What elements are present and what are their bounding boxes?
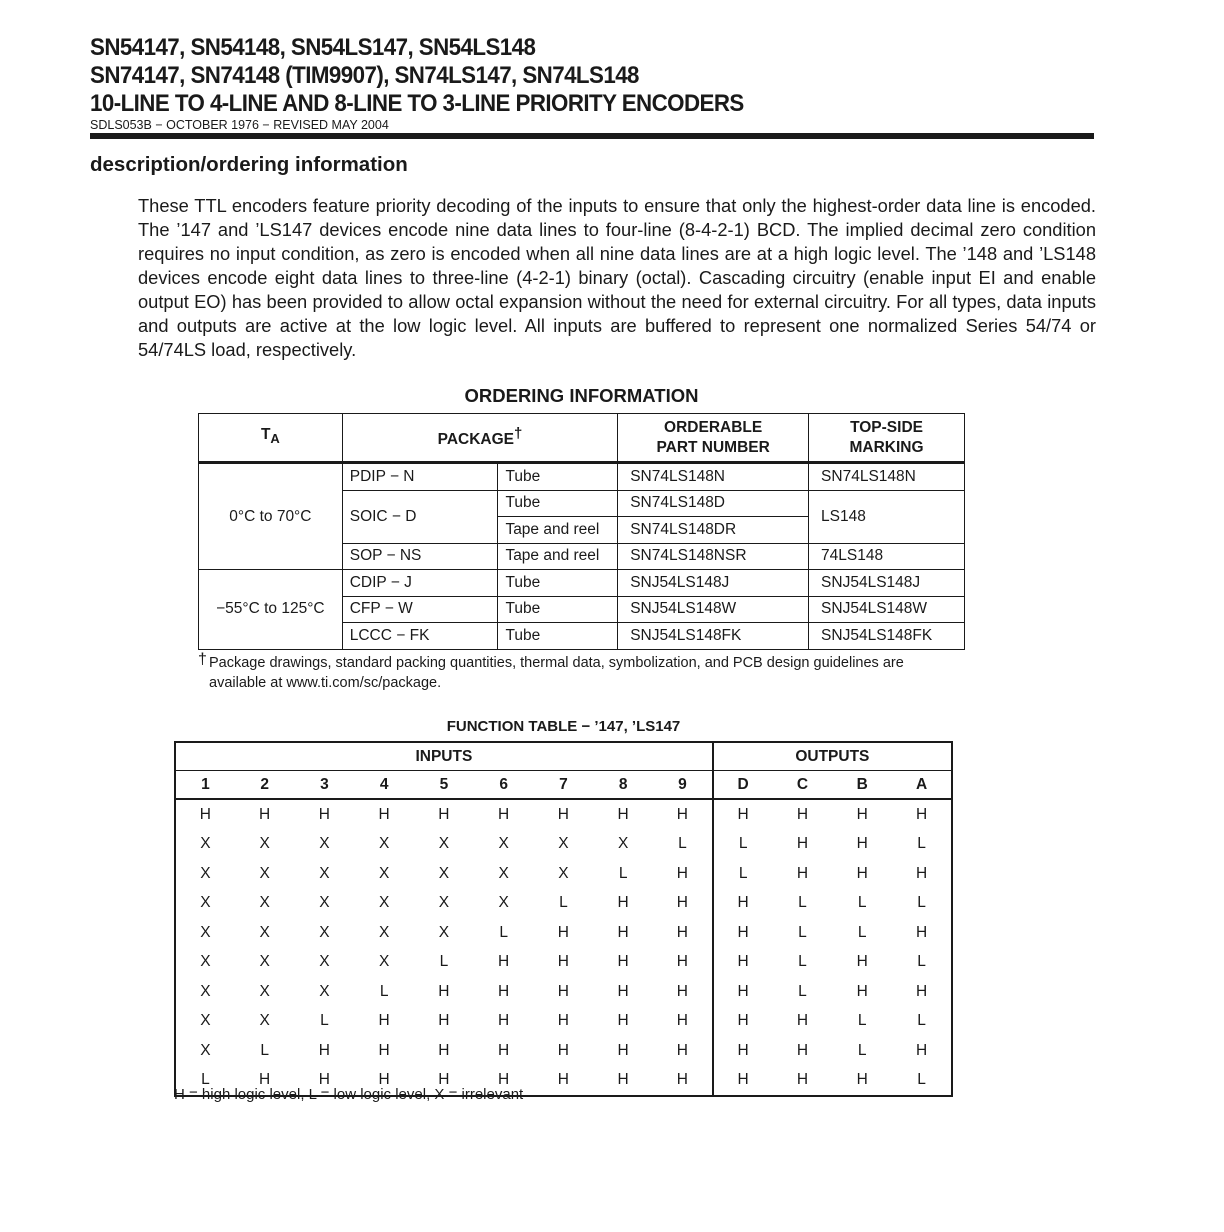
marking-cell: 74LS148 bbox=[809, 543, 965, 570]
part-number-cell: SN74LS148D bbox=[618, 490, 809, 517]
output-value-cell: H bbox=[856, 953, 868, 971]
outputs-group-header: OUTPUTS bbox=[713, 742, 952, 771]
input-column-header: 4 bbox=[354, 771, 414, 800]
package-cell: CDIP − J bbox=[342, 570, 498, 597]
output-value-cell: H bbox=[713, 1036, 773, 1066]
output-value-cell: H bbox=[713, 977, 773, 1007]
input-value-cell: H bbox=[414, 1066, 474, 1097]
header-title-line-2: SN74147, SN74148 (TIM9907), SN74LS147, SN74LS148 bbox=[90, 62, 639, 89]
output-value-cell: L bbox=[713, 859, 773, 889]
input-column-header: 3 bbox=[295, 771, 355, 800]
input-value-cell: H bbox=[653, 1066, 713, 1097]
function-row bbox=[175, 799, 952, 830]
input-value-cell: H bbox=[498, 982, 510, 1000]
input-value-cell: H bbox=[617, 894, 629, 912]
input-value-cell: H bbox=[676, 953, 688, 971]
output-column-header: D bbox=[713, 771, 773, 800]
input-column-header: 1 bbox=[175, 771, 235, 800]
input-value-cell: H bbox=[534, 1066, 594, 1097]
output-value-cell: H bbox=[713, 889, 773, 919]
input-value-cell: X bbox=[175, 889, 235, 919]
input-value-cell: X bbox=[378, 835, 390, 853]
output-value-cell: L bbox=[857, 923, 867, 941]
output-value-cell: H bbox=[856, 805, 868, 823]
input-value-cell: H bbox=[438, 1041, 450, 1059]
input-value-cell: X bbox=[175, 859, 235, 889]
input-value-cell: X bbox=[438, 835, 450, 853]
input-value-cell: H bbox=[295, 1066, 355, 1097]
part-number-cell: SNJ54LS148W bbox=[618, 596, 809, 623]
output-column-header: A bbox=[892, 771, 952, 800]
input-value-cell: H bbox=[474, 1066, 534, 1097]
input-value-cell: X bbox=[259, 864, 270, 882]
input-value-cell: L bbox=[499, 923, 508, 941]
output-value-cell: L bbox=[798, 923, 807, 941]
output-value-cell: H bbox=[796, 1012, 809, 1030]
input-value-cell: X bbox=[558, 835, 569, 853]
input-value-cell: H bbox=[498, 1041, 510, 1059]
input-value-cell: H bbox=[557, 1041, 569, 1059]
input-value-cell: H bbox=[235, 1066, 295, 1097]
media-cell: Tape and reel bbox=[498, 543, 618, 570]
input-value-cell: X bbox=[175, 830, 235, 860]
input-value-cell: L bbox=[559, 894, 568, 912]
input-value-cell: H bbox=[617, 923, 629, 941]
input-value-cell: H bbox=[617, 982, 629, 1000]
output-value-cell: H bbox=[713, 918, 773, 948]
function-table-legend: H = high logic level, L = low logic level, X = irrelevant bbox=[174, 1086, 524, 1103]
input-value-cell: H bbox=[557, 953, 569, 971]
input-value-cell: H bbox=[354, 1066, 414, 1097]
function-row bbox=[175, 977, 952, 1007]
output-value-cell: L bbox=[713, 830, 773, 860]
marking-cell: SNJ54LS148J bbox=[809, 570, 965, 597]
output-value-cell: H bbox=[713, 799, 773, 830]
output-value-cell: H bbox=[713, 1066, 773, 1097]
function-group-row bbox=[175, 742, 952, 771]
input-value-cell: H bbox=[259, 805, 271, 823]
ordering-row bbox=[199, 570, 965, 597]
media-cell: Tube bbox=[498, 463, 618, 491]
package-cell: LCCC − FK bbox=[342, 623, 498, 650]
media-cell: Tape and reel bbox=[498, 517, 618, 544]
media-cell: Tube bbox=[498, 596, 618, 623]
package-cell: SOP − NS bbox=[342, 543, 498, 570]
input-column-header: 8 bbox=[593, 771, 653, 800]
part-number-cell: SNJ54LS148J bbox=[618, 570, 809, 597]
input-value-cell: X bbox=[378, 894, 390, 912]
output-value-cell: L bbox=[892, 948, 952, 978]
part-number-cell: SN74LS148NSR bbox=[618, 543, 809, 570]
output-value-cell: H bbox=[832, 1066, 892, 1097]
input-value-cell: X bbox=[498, 894, 509, 912]
input-value-cell: H bbox=[617, 1012, 629, 1030]
input-value-cell: X bbox=[319, 835, 330, 853]
part-number-cell: SN74LS148DR bbox=[618, 517, 809, 544]
part-number-cell: SN74LS148N bbox=[618, 463, 809, 491]
ordering-footnote bbox=[198, 653, 978, 693]
output-value-cell: H bbox=[796, 835, 809, 853]
input-value-cell: H bbox=[378, 805, 390, 823]
description-paragraph: These TTL encoders feature priority decoding of the inputs to ensure that only the highest-order data line is encoded. The ’147 and ’LS147 devices encode nine data lines to four-line (8-4-2-1) BCD. The implied decimal zero condition requires no input condition, as zero is encoded when all nine data lines are at a high logic level. The ’148 and ’LS148 devices encode eight data lines to three-line (4-2-1) binary (octal). Cascading circuitry (enable input EI and enable output EO) has been provided to allow octal expansion without the need for external circuitry. For all types, data inputs and outputs are active at the low logic level. All inputs are buffered to represent one normalized Series 54/74 or 54/74LS load, respectively. bbox=[138, 195, 1096, 360]
output-value-cell: L bbox=[857, 1041, 867, 1059]
input-value-cell: H bbox=[438, 1012, 450, 1030]
input-column-header: 7 bbox=[534, 771, 594, 800]
function-table-title: FUNCTION TABLE − ’147, ’LS147 bbox=[446, 718, 681, 735]
output-value-cell: H bbox=[856, 835, 868, 853]
input-value-cell: H bbox=[676, 894, 688, 912]
input-value-cell: X bbox=[378, 953, 390, 971]
function-row bbox=[175, 830, 952, 860]
media-cell: Tube bbox=[498, 490, 618, 517]
input-value-cell: H bbox=[676, 982, 688, 1000]
input-value-cell: X bbox=[438, 864, 450, 882]
output-value-cell: L bbox=[857, 1012, 867, 1030]
output-value-cell: H bbox=[892, 1036, 952, 1066]
media-cell: Tube bbox=[498, 623, 618, 650]
input-value-cell: X bbox=[175, 977, 235, 1007]
output-value-cell: L bbox=[892, 830, 952, 860]
header-title-line-3: 10-LINE TO 4-LINE AND 8-LINE TO 3-LINE PRIORITY ENCODERS bbox=[90, 90, 744, 117]
input-value-cell: H bbox=[676, 1041, 688, 1059]
input-value-cell: H bbox=[318, 1041, 330, 1059]
output-value-cell: H bbox=[892, 918, 952, 948]
input-value-cell: H bbox=[593, 1066, 653, 1097]
input-value-cell: H bbox=[438, 805, 450, 823]
input-value-cell: X bbox=[175, 948, 235, 978]
input-value-cell: X bbox=[319, 923, 330, 941]
ordering-header-row bbox=[199, 414, 965, 463]
inputs-group-header: INPUTS bbox=[175, 742, 713, 771]
input-value-cell: H bbox=[378, 1041, 390, 1059]
temp-range: 0°C to 70°C bbox=[199, 463, 343, 570]
input-value-cell: X bbox=[319, 894, 330, 912]
output-value-cell: L bbox=[798, 894, 807, 912]
header-ta: $T_A$ bbox=[199, 414, 343, 463]
input-column-header: 5 bbox=[414, 771, 474, 800]
input-value-cell: X bbox=[259, 1012, 270, 1030]
function-table bbox=[174, 741, 953, 1097]
header-title-line-1: SN54147, SN54148, SN54LS147, SN54LS148 bbox=[90, 34, 536, 61]
marking-cell: SNJ54LS148FK bbox=[809, 623, 965, 650]
input-value-cell: X bbox=[319, 982, 330, 1000]
ordering-table-title: ORDERING INFORMATION bbox=[464, 385, 699, 406]
input-value-cell: H bbox=[676, 1012, 688, 1030]
ordering-table bbox=[198, 413, 965, 650]
output-value-cell: L bbox=[892, 1066, 952, 1097]
input-value-cell: X bbox=[259, 835, 270, 853]
output-value-cell: H bbox=[713, 948, 773, 978]
function-row bbox=[175, 918, 952, 948]
header-rule bbox=[90, 133, 1094, 139]
function-row bbox=[175, 889, 952, 919]
document-header bbox=[90, 34, 1094, 132]
header-orderable-part-number: ORDERABLE PART NUMBER bbox=[618, 414, 809, 463]
function-row bbox=[175, 1036, 952, 1066]
output-value-cell: H bbox=[892, 977, 952, 1007]
input-value-cell: H bbox=[676, 805, 688, 823]
function-row bbox=[175, 859, 952, 889]
input-value-cell: X bbox=[259, 982, 270, 1000]
header-top-side-marking: TOP-SIDE MARKING bbox=[809, 414, 965, 463]
input-value-cell: X bbox=[175, 1007, 235, 1037]
output-value-cell: L bbox=[798, 982, 807, 1000]
input-value-cell: H bbox=[557, 805, 569, 823]
input-value-cell: L bbox=[379, 982, 389, 1000]
input-value-cell: L bbox=[320, 1012, 329, 1030]
output-value-cell: H bbox=[796, 864, 809, 882]
input-value-cell: X bbox=[438, 894, 450, 912]
footnote-line-1: Package drawings, standard packing quantities, thermal data, symbolization, and PCB design guidelines are bbox=[209, 655, 904, 671]
input-value-cell: L bbox=[678, 835, 687, 853]
input-value-cell: H bbox=[676, 864, 688, 882]
output-value-cell: H bbox=[892, 859, 952, 889]
function-row bbox=[175, 948, 952, 978]
output-value-cell: H bbox=[892, 799, 952, 830]
input-value-cell: H bbox=[498, 1012, 510, 1030]
footnote-dagger: † bbox=[198, 651, 207, 668]
input-value-cell: X bbox=[259, 953, 270, 971]
package-cell: SOIC − D bbox=[342, 490, 498, 543]
function-row bbox=[175, 1007, 952, 1037]
input-value-cell: X bbox=[175, 918, 235, 948]
footnote-line-2: available at www.ti.com/sc/package. bbox=[209, 675, 442, 691]
package-cell: CFP − W bbox=[342, 596, 498, 623]
package-cell: PDIP − N bbox=[342, 463, 498, 491]
input-value-cell: L bbox=[260, 1041, 269, 1059]
output-value-cell: H bbox=[856, 864, 868, 882]
output-value-cell: L bbox=[892, 1007, 952, 1037]
input-value-cell: X bbox=[498, 835, 509, 853]
input-value-cell: X bbox=[259, 923, 270, 941]
temp-range: −55°C to 125°C bbox=[199, 570, 343, 650]
output-value-cell: L bbox=[892, 889, 952, 919]
input-value-cell: X bbox=[558, 864, 569, 882]
output-column-header: B bbox=[832, 771, 892, 800]
output-value-cell: L bbox=[798, 953, 807, 971]
input-value-cell: X bbox=[378, 923, 390, 941]
input-value-cell: H bbox=[617, 953, 629, 971]
input-value-cell: X bbox=[319, 864, 330, 882]
function-column-row bbox=[175, 771, 952, 800]
input-value-cell: H bbox=[438, 982, 450, 1000]
input-value-cell: X bbox=[259, 894, 270, 912]
input-value-cell: X bbox=[498, 864, 509, 882]
input-value-cell: H bbox=[498, 953, 510, 971]
input-value-cell: H bbox=[557, 982, 569, 1000]
input-column-header: 6 bbox=[474, 771, 534, 800]
section-title: description/ordering information bbox=[90, 153, 408, 176]
media-cell: Tube bbox=[498, 570, 618, 597]
input-value-cell: H bbox=[498, 805, 510, 823]
output-value-cell: L bbox=[857, 894, 867, 912]
output-value-cell: H bbox=[713, 1007, 773, 1037]
input-value-cell: H bbox=[676, 923, 688, 941]
document-id: SDLS053B − OCTOBER 1976 − REVISED MAY 2004 bbox=[90, 118, 389, 132]
input-value-cell: H bbox=[617, 805, 629, 823]
input-value-cell: X bbox=[438, 923, 450, 941]
output-value-cell: H bbox=[773, 1066, 833, 1097]
input-value-cell: L bbox=[439, 953, 449, 971]
part-number-cell: SNJ54LS148FK bbox=[618, 623, 809, 650]
input-value-cell: H bbox=[617, 1041, 629, 1059]
output-value-cell: H bbox=[796, 805, 809, 823]
input-value-cell: H bbox=[175, 799, 235, 830]
input-value-cell: H bbox=[378, 1012, 390, 1030]
input-value-cell: X bbox=[175, 1036, 235, 1066]
input-value-cell: L bbox=[175, 1066, 235, 1097]
output-value-cell: H bbox=[856, 982, 868, 1000]
output-value-cell: H bbox=[796, 1041, 809, 1059]
marking-cell: SNJ54LS148W bbox=[809, 596, 965, 623]
output-column-header: C bbox=[773, 771, 833, 800]
marking-cell: LS148 bbox=[809, 490, 965, 543]
input-value-cell: H bbox=[318, 805, 330, 823]
header-package: PACKAGE† bbox=[342, 414, 617, 463]
input-value-cell: X bbox=[617, 835, 629, 853]
input-value-cell: L bbox=[618, 864, 628, 882]
input-value-cell: H bbox=[557, 923, 569, 941]
input-column-header: 9 bbox=[653, 771, 713, 800]
input-column-header: 2 bbox=[235, 771, 295, 800]
input-value-cell: X bbox=[319, 953, 330, 971]
ordering-row bbox=[199, 463, 965, 491]
input-value-cell: X bbox=[378, 864, 390, 882]
marking-cell: SN74LS148N bbox=[809, 463, 965, 491]
input-value-cell: H bbox=[557, 1012, 569, 1030]
